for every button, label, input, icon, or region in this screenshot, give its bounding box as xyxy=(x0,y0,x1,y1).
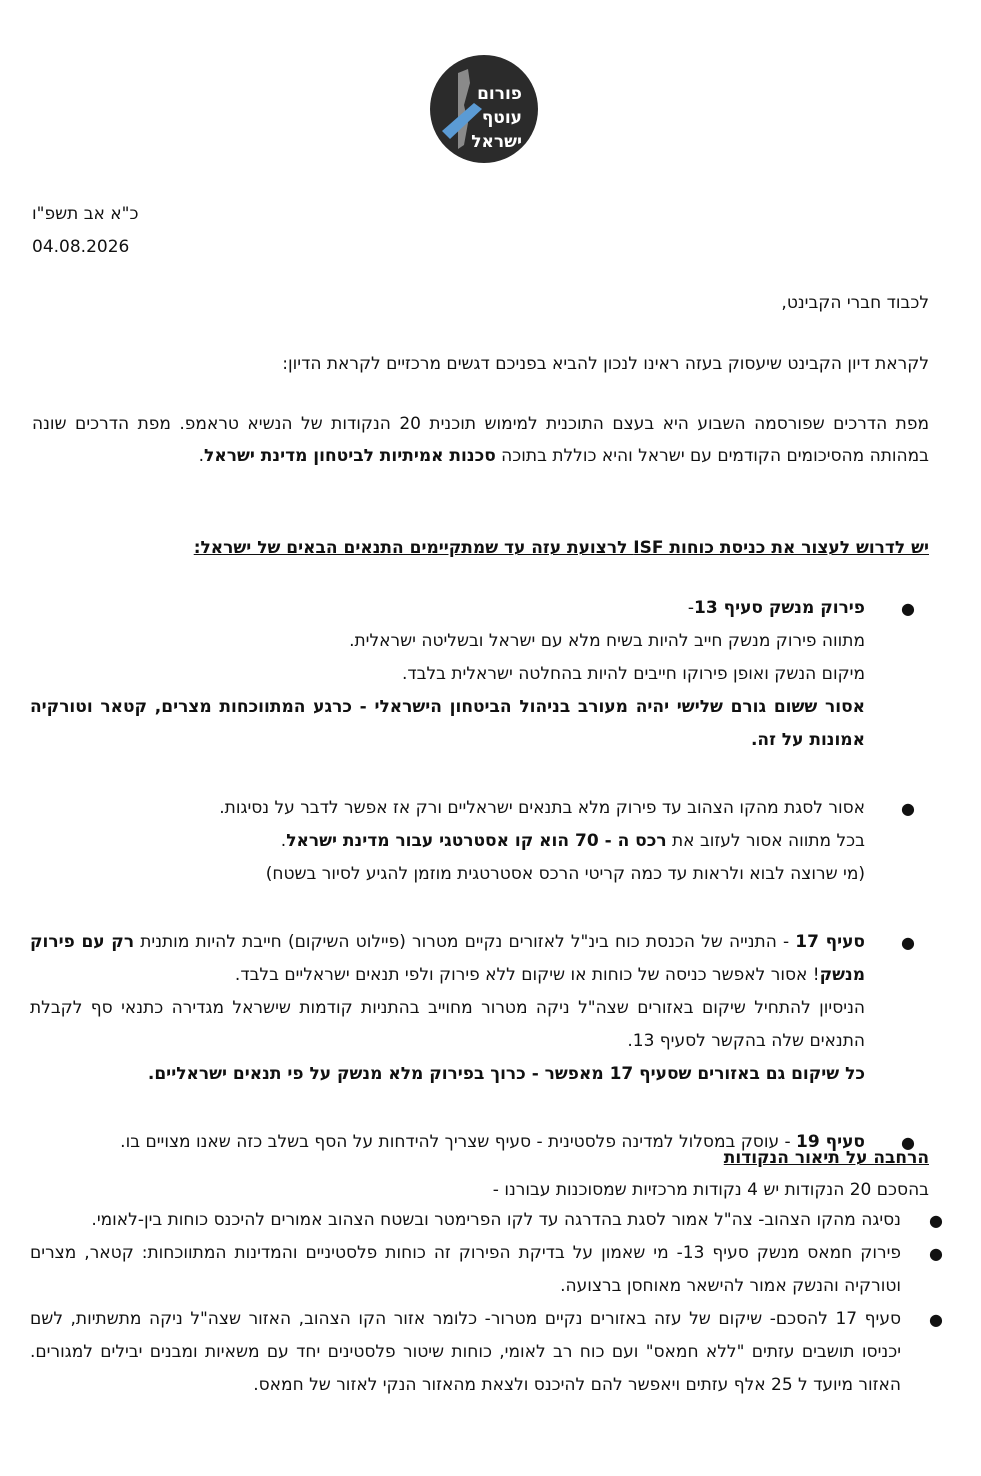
date-block xyxy=(32,198,138,264)
salutation: לכבוד חברי הקבינט, xyxy=(781,293,929,313)
bullet2-line2-a: בכל מתווה אסור לעזוב את xyxy=(666,831,865,851)
roadmap-end: . xyxy=(198,446,205,466)
gregorian-date: 04.08.2026 xyxy=(32,237,130,257)
bullet2-line2-c: . xyxy=(280,831,287,851)
bullet3-text-c: הניסיון להתחיל שיקום באזורים שצה"ל ניקה מטרור מחוייב בהתניות קודמות שישראל מגדירה כתנאי סף לקבלת התנאים שלה בהקשר לסעיף 13. xyxy=(30,998,865,1051)
bullet-icon: ● xyxy=(929,1310,943,1329)
bullet1-line2: מיקום הנשק ואופן פירוקו חייבים להיות בהחלטה ישראלית בלבד. xyxy=(401,664,865,684)
roadmap-bold: סכנות אמיתיות לביטחון מדינת ישראל xyxy=(204,446,496,466)
bullet3-lead: סעיף 17 xyxy=(795,932,865,952)
list-item xyxy=(30,1204,943,1237)
bullet1-title: פירוק מנשק סעיף 13 xyxy=(694,598,865,618)
forum-logo xyxy=(428,53,540,165)
bullet1-suffix: - xyxy=(687,598,695,618)
bullet1-bold: אסור ששום גורם שלישי יהיה מעורב בניהול הביטחון הישראלי - כרגע המתווכחות מצרים, קטאר וטורקיה אמונות על זה. xyxy=(30,697,865,750)
bullet2-line1: אסור לסגת מהקו הצהוב עד פירוק מלא בתנאים ישראליים ורק אז אפשר לדבר על נסיגות. xyxy=(219,798,865,818)
bullet3-bold-a: רק עם פירוק מנשק xyxy=(30,932,865,985)
bullet-icon: ● xyxy=(901,599,915,618)
roadmap-text: מפת הדרכים שפורסמה השבוע היא בעצם התוכנית למימוש תוכנית 20 הנקודות של הנשיא טראמפ. מפת הדרכים שונה במהותה מהסיכומים הקודמים עם ישראל והיא כוללת בתוכה xyxy=(32,414,929,466)
logo-line-1: פורום xyxy=(477,84,522,104)
section2-intro: בהסכם 20 הנקודות יש 4 נקודות מרכזיות שמסוכנות עבורנו - xyxy=(492,1180,929,1200)
bullet3-text-b: ! אסור לאפשר כניסה של כוחות או שיקום ללא פירוק ולפי תנאים ישראליים בלבד. xyxy=(234,965,820,985)
intro-paragraph: לקראת דיון הקבינט שיעסוק בעזה ראינו לנכון להביא בפניכם דגשים מרכזיים לקראת הדיון: xyxy=(282,354,929,374)
bullet2-line3: (מי שרוצה לבוא ולראות עד כמה קריטי הרכס אסטרטגית מוזמן להגיע לסיור בשטח) xyxy=(265,864,865,884)
list-item xyxy=(30,1303,943,1402)
bullet-icon: ● xyxy=(901,799,915,818)
bullet-icon: ● xyxy=(929,1211,943,1230)
points-list xyxy=(30,1204,943,1402)
bullet-icon: ● xyxy=(929,1244,943,1263)
bullet2-line2-bold: רכס ה - 70 הוא קו אסטרטגי עבור מדינת ישראל xyxy=(286,831,667,851)
bullet3-text-a: - התנייה של הכנסת כוח בינ"ל לאזורים נקיים מטרור (פיילוט השיקום) חייבת להיות מותנית xyxy=(134,932,796,952)
list-item xyxy=(30,926,929,1091)
bullet1-line1: מתווה פירוק מנשק חייב להיות בשיח מלא עם ישראל ובשליטה ישראלית. xyxy=(349,631,865,651)
list-item xyxy=(30,1237,943,1303)
section1-title: יש לדרוש לעצור את כניסת כוחות ISF לרצועת עזה עד שמתקיימים התנאים הבאים של ישראל: xyxy=(193,538,929,558)
logo-line-2: עוטף xyxy=(481,108,522,128)
hebrew-date: כ"א אב תשפ"ו xyxy=(32,204,139,224)
point-3: סעיף 17 להסכם- שיקום של עזה באזורים נקיים מטרור- כלומר אזור הקו הצהוב, האזור שצה"ל ניקה מתשתיות, לשם יכניסו תושבים עזתים "ללא חמאס" ועם כוח רב לאומי, כוחות שיטור פלסטינים יחד עם משאיות ומבנים יבילים למגורים. האזור מיועד ל 25 אלף עזתים ויאפשר להם להיכנס ולצאת מהאזור הנקי לאזור של חמאס. xyxy=(30,1309,901,1395)
bullet-icon: ● xyxy=(901,1133,915,1152)
logo-line-3: ישראל xyxy=(471,132,522,152)
bullet4-text: - עוסק במסלול למדינה פלסטינית - סעיף שצריך להידחות על הסף בשלב כזה שאנו מצויים בו. xyxy=(120,1132,797,1152)
list-item xyxy=(30,792,929,891)
section2-title: הרחבה על תיאור הנקודות xyxy=(723,1148,929,1168)
bullet-icon: ● xyxy=(901,933,915,952)
point-1: נסיגה מהקו הצהוב- צה"ל אמור לסגת בהדרגה עד לקו הפרימטר ובשטח הצהוב אמורים להיכנס כוחות בין-לאומי. xyxy=(91,1210,901,1230)
bullet3-bold-b: כל שיקום גם באזורים שסעיף 17 מאפשר - כרוך בפירוק מלא מנשק על פי תנאים ישראליים. xyxy=(147,1064,865,1084)
list-item xyxy=(30,592,929,757)
roadmap-paragraph xyxy=(32,408,929,472)
demands-list xyxy=(30,592,929,1159)
bullet4-lead: סעיף 19 xyxy=(796,1132,865,1152)
point-2: פירוק חמאס מנשק סעיף 13- מי שאמון על בדיקת הפירוק זה כוחות פלסטיניים והמדינות המתווכחות: קטאר, מצרים וטורקיה והנשק אמור להישאר מאוחסן ברצועה. xyxy=(30,1243,901,1296)
